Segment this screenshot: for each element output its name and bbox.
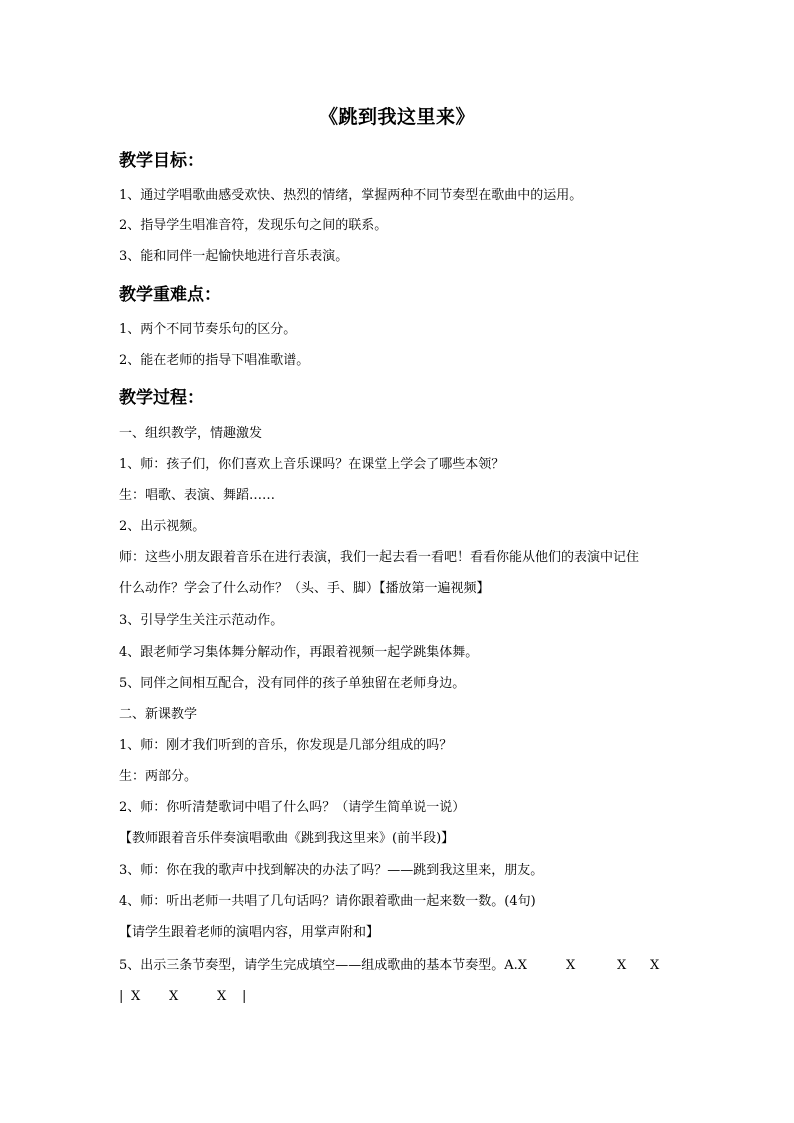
goal-item: 2、指导学生唱准音符，发现乐句之间的联系。 (119, 218, 388, 233)
rhythm-note: X (169, 989, 179, 1004)
process-heading: 教学过程： (119, 388, 204, 408)
rhythm-note: X (617, 958, 627, 973)
bar-line: | (242, 989, 247, 1004)
process-line: 一、组织教学，情趣激发 (119, 426, 263, 441)
process-line: 【请学生跟着老师的演唱内容，用掌声附和】 (119, 925, 380, 940)
difficulties-heading: 教学重难点： (119, 285, 221, 305)
process-line: 4、师：听出老师一共唱了几句话吗？请你跟着歌曲一起来数一数。(4句) (119, 894, 536, 909)
process-line: 什么动作？学会了什么动作？（头、手、脚）【播放第一遍视频】 (119, 581, 490, 596)
rhythm-note: X (566, 958, 576, 973)
process-line: 3、引导学生关注示范动作。 (119, 613, 284, 628)
process-line: 1、师：孩子们，你们喜欢上音乐课吗？在课堂上学会了哪些本领？ (119, 457, 505, 472)
process-line: 师：这些小朋友跟着音乐在进行表演，我们一起去看一看吧！看看你能从他们的表演中记住 (119, 550, 640, 565)
process-line: 5、同伴之间相互配合，没有同伴的孩子单独留在老师身边。 (119, 676, 466, 691)
goal-item: 1、通过学唱歌曲感受欢快、热烈的情绪，掌握两种不同节奏型在歌曲中的运用。 (119, 188, 583, 203)
difficulty-item: 1、两个不同节奏乐句的区分。 (119, 322, 297, 337)
rhythm-note: X (650, 958, 660, 973)
goals-heading: 教学目标： (119, 151, 204, 171)
process-line: 1、师：刚才我们听到的音乐，你发现是几部分组成的吗？ (119, 738, 453, 753)
process-line: 二、新课教学 (119, 707, 198, 722)
process-line: 5、出示三条节奏型，请学生完成填空——组成歌曲的基本节奏型。A.X (119, 958, 528, 973)
process-line: 2、出示视频。 (119, 519, 206, 534)
process-line: 2、师：你听清楚歌词中唱了什么吗？（请学生简单说一说） (119, 800, 466, 815)
process-line: 生：两部分。 (119, 769, 198, 784)
rhythm-note: X (217, 989, 227, 1004)
process-line: 【教师跟着音乐伴奏演唱歌曲《跳到我这里来》(前半段)】 (119, 831, 455, 846)
difficulty-item: 2、能在老师的指导下唱准歌谱。 (119, 353, 310, 368)
bar-line: | (119, 989, 124, 1004)
process-line: 生：唱歌、表演、舞蹈…… (119, 488, 276, 503)
rhythm-block (119, 957, 679, 1009)
process-line: 4、跟老师学习集体舞分解动作，再跟着视频一起学跳集体舞。 (119, 645, 479, 660)
process-line: 3、师：你在我的歌声中找到解决的办法了吗？——跳到我这里来，朋友。 (119, 863, 544, 878)
rhythm-note: X (131, 989, 141, 1004)
goal-item: 3、能和同伴一起愉快地进行音乐表演。 (119, 249, 349, 264)
document-title: 《跳到我这里来》 (318, 106, 475, 128)
